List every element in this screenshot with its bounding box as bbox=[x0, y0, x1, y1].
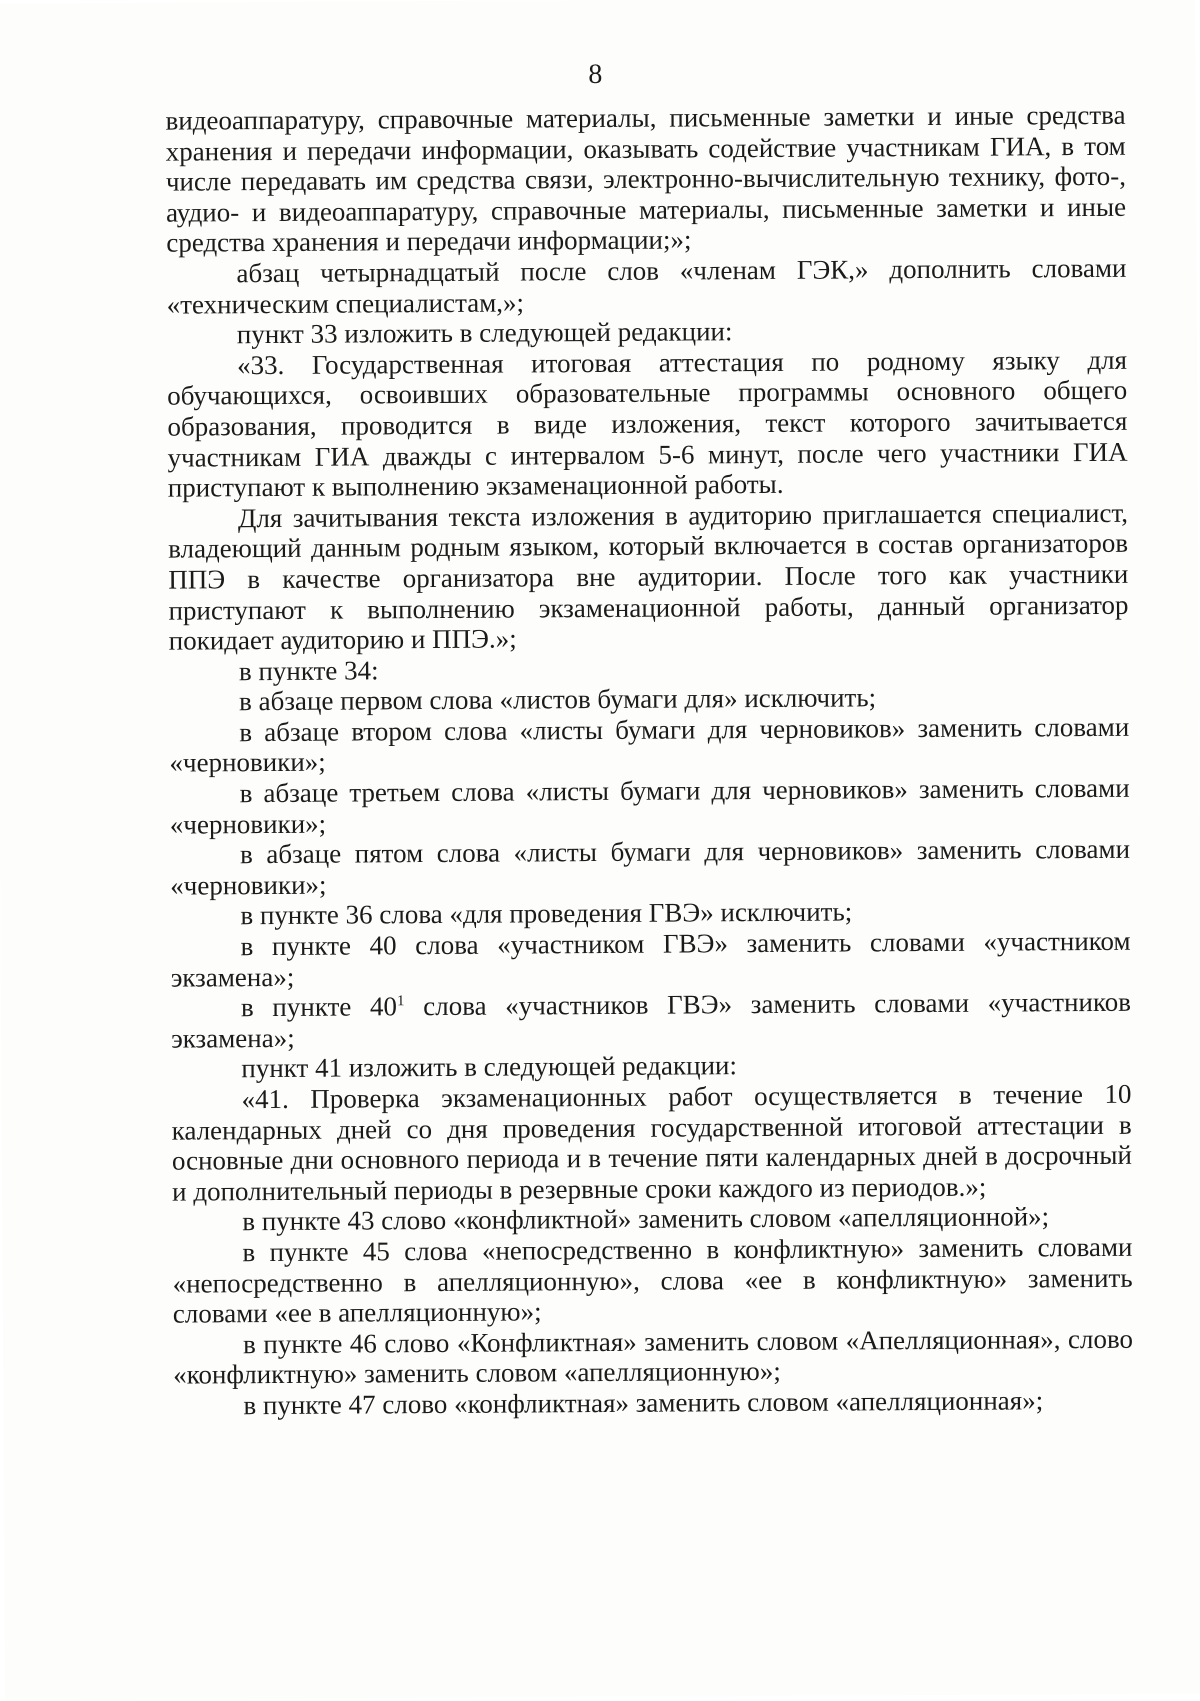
paragraph: «33. Государственная итоговая аттестация по родному языку для обучающихся, освоивших образовательные программы основного общего образования, проводится в виде изложения, текст которого зачитывается участникам ГИА дважды с интервалом 5-6 минут, после чего участники ГИА приступают к выполнению экзаменационной работы. bbox=[167, 344, 1128, 503]
paragraph: Для зачитывания текста изложения в аудиторию приглашается специалист, владеющий данным родным языком, который включается в состав организаторов ППЭ в качестве организатора вне аудитории. После того как участники приступают к выполнению экзаменационной работы, данный организатор покидает аудиторию и ППЭ.»; bbox=[168, 497, 1129, 656]
paragraph: видеоаппаратуру, справочные материалы, письменные заметки и иные средства хранения и передачи информации, оказывать содействие участникам ГИА, в том числе передавать им средства связи, электронно-вычислительную технику, фото-, аудио- и видеоаппаратуру, справочные материалы, письменные заметки и иные средства хранения и передачи информации;»; bbox=[165, 99, 1127, 259]
paragraph: в пункте 40 слова «участником ГВЭ» заменить словами «участником экзамена»; bbox=[170, 925, 1131, 993]
paragraph-text-before-superscript: в пункте 40 bbox=[240, 991, 398, 1023]
paragraph: в пункте 36 слова «для проведения ГВЭ» исключить; bbox=[240, 896, 853, 931]
paragraph: в абзаце втором слова «листы бумаги для черновиков» заменить словами «черновики»; bbox=[169, 711, 1130, 779]
page-number: 8 bbox=[588, 58, 603, 91]
superscript-index: 1 bbox=[396, 993, 405, 1010]
paragraph: в пункте 47 слово «конфликтная» заменить словом «апелляционная»; bbox=[243, 1385, 1044, 1421]
paragraph: в абзаце первом слова «листов бумаги для» исключить; bbox=[238, 682, 877, 717]
paragraph-with-superscript bbox=[171, 987, 1131, 1054]
paragraph: пункт 41 изложить в следующей редакции: bbox=[241, 1050, 738, 1084]
paragraph: в абзаце третьем слова «листы бумаги для черновиков» заменить словами «черновики»; bbox=[169, 772, 1130, 840]
paragraph: в пункте 43 слово «конфликтной» заменить словом «апелляционной»; bbox=[242, 1201, 1050, 1237]
paragraph: абзац четырнадцатый после слов «членам ГЭК,» дополнить словами «техническим специалистам,»; bbox=[166, 252, 1127, 320]
paragraph: в пункте 45 слова «непосредственно в конфликтную» заменить словами «непосредственно в апелляционную», слова «ее в конфликтную» заменить словами «ее в апелляционную»; bbox=[172, 1231, 1133, 1329]
paragraph: пункт 33 изложить в следующей редакции: bbox=[236, 316, 733, 350]
paragraph: в абзаце пятом слова «листы бумаги для черновиков» заменить словами «черновики»; bbox=[170, 834, 1131, 901]
paragraph: «41. Проверка экзаменационных работ осуществляется в течение 10 календарных дней со дня проведения государственной итоговой аттестации в основные дни основного периода и в течение пяти календарных дней в досрочный и дополнительный периоды в резервные сроки каждого из периодов.»; bbox=[171, 1078, 1132, 1207]
paragraph: в пункте 46 слово «Конфликтная» заменить словом «Апелляционная», слово «конфликтную» заменить словом «апелляционную»; bbox=[173, 1323, 1134, 1390]
paragraph-text-after-superscript: слова «участников ГВЭ» заменить словами «участников экзамена»; bbox=[171, 986, 1132, 1054]
paragraph: в пункте 34: bbox=[238, 655, 379, 686]
document-body bbox=[165, 100, 1133, 1421]
